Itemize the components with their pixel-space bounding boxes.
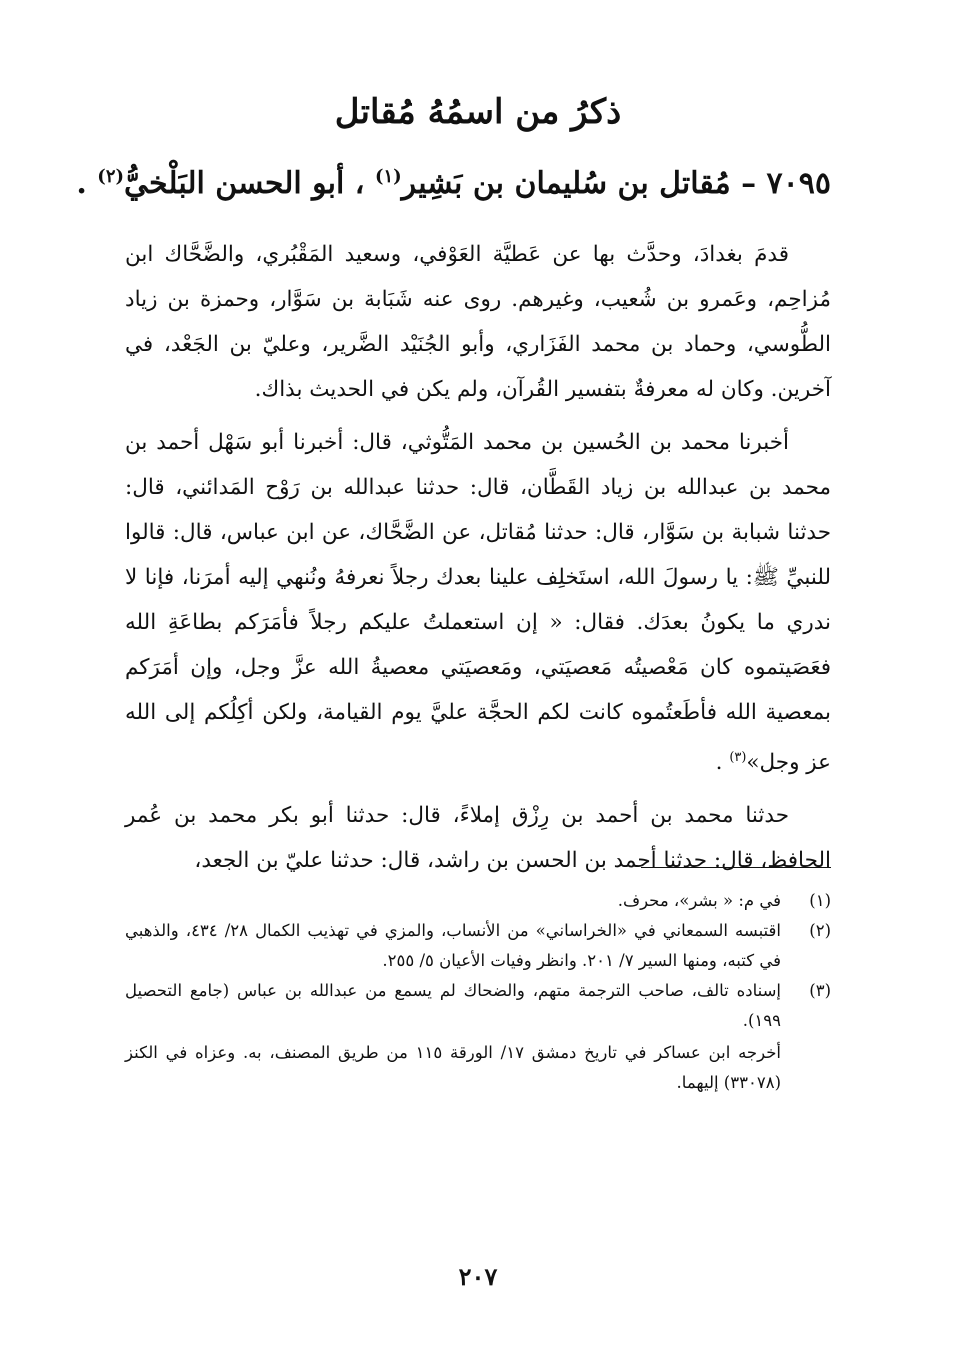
hadith-text: أخبرنا محمد بن الحُسين بن محمد المَتُّوثي، قال: أخبرنا أبو سَهْل أحمد بن محمد بن عبدالله بن زياد القَطَّان، قال: حدثنا عبدالله بن رَوْح المَدائني، قال: حدثنا شبابة بن سَوَّار، قال: حدثنا مُقاتل، عن الضَّحَّاك، عن ابن عباس، قال: قالوا للنبيِّ ﷺ: يا رسولَ الله، استَخلِف علينا بعدك رجلاً نعرفهُ ونُنهي إليه أمرَنا، فإنا لا ندري ما يكونُ بعدَك. فقال: « إن استعملتُ عليكم رجلاً فأمَرَكم بطاعَةِ الله فعَصَيتموه كان مَعْصيتُه مَعصيَتي، ومَعصيَتي معصيةُ الله عزَّ وجل، وإن أمَرَكم بمعصية الله فأطَعتُموه كانت لكم الحجَّة عليَّ يوم القيامة، ولكن أكِلُكم إلى الله عز وجل» (125, 430, 831, 776)
footnote-number: (٣) (809, 981, 831, 1000)
footnote-number: (١) (809, 891, 831, 910)
footnote-3 (125, 976, 831, 1036)
footnote-3-continuation: أخرجه ابن عساكر في تاريخ دمشق ١٧/ الورقة ١١٥ من طريق المصنف، به. وعزاه في الكنز (٣٣٠٧٨) إليهما. (125, 1043, 782, 1092)
footnote-1 (125, 886, 831, 916)
entry-name: مُقاتل بن سُليمان بن بَشِير (401, 166, 731, 201)
body-paragraph-2 (125, 420, 831, 785)
entry-number: ٧٠٩٥ – (741, 166, 831, 201)
hadith-end: . (715, 750, 723, 776)
footnote-marker-3: (٣) (729, 750, 747, 765)
section-title: ذكرُ من اسمُهُ مُقاتل (334, 92, 622, 132)
footnote-number: (٢) (809, 921, 831, 940)
entry-kunya: ، أبو الحسن البَلْخيُّ (124, 166, 365, 201)
page-number: ٢٠٧ (458, 1262, 498, 1291)
footnote-text: اقتبسه السمعاني في «الخراساني» من الأنساب، والمزي في تهذيب الكمال ٢٨/ ٤٣٤، والذهبي في كتبه، ومنها السير ٧/ ٢٠١. وانظر وفيات الأعيان ٥/ ٢٥٥. (125, 921, 781, 970)
footnote-text: في م: « بشر»، محرف. (617, 891, 781, 910)
footnote-divider (641, 867, 831, 868)
entry-end: . (76, 166, 87, 201)
footnotes (125, 886, 831, 1098)
footnote-marker-2: (٢) (97, 166, 125, 187)
body-paragraph-1: قدمَ بغدادَ، وحدَّث بها عن عَطيَّة العَوْفي، وسعيد المَقْبُري، والضَّحَّاك ابن مُزاحِم، وعَمرو بن شُعيب، وغيرهم. روى عنه شَبَابة بن سَوَّار، وحمزة بن زياد الطُّوسي، وحماد بن محمد الفَزَاري، وأبو الجُنَيْد الضَّرير، وعليّ بن الجَعْد، في آخرين. وكان له معرفةٌ بتفسير القُرآن، ولم يكن في الحديث بذاك. (125, 242, 831, 402)
body-text (125, 232, 831, 891)
body-paragraph-3: حدثنا محمد بن أحمد بن رِزْق إملاءً، قال: حدثنا أبو بكر محمد بن عُمر الحافظ، قال: حدثنا أحمد بن الحسن بن راشد، قال: حدثنا عليّ بن الجعد، (125, 803, 831, 874)
footnote-text: إسناده تالف، صاحب الترجمة متهم، والضحاك لم يسمع من عبدالله بن عباس (جامع التحصيل ١٩٩). (125, 981, 781, 1030)
footnote-2 (125, 916, 831, 976)
entry-heading (76, 166, 831, 201)
footnote-marker-1: (١) (374, 166, 402, 187)
